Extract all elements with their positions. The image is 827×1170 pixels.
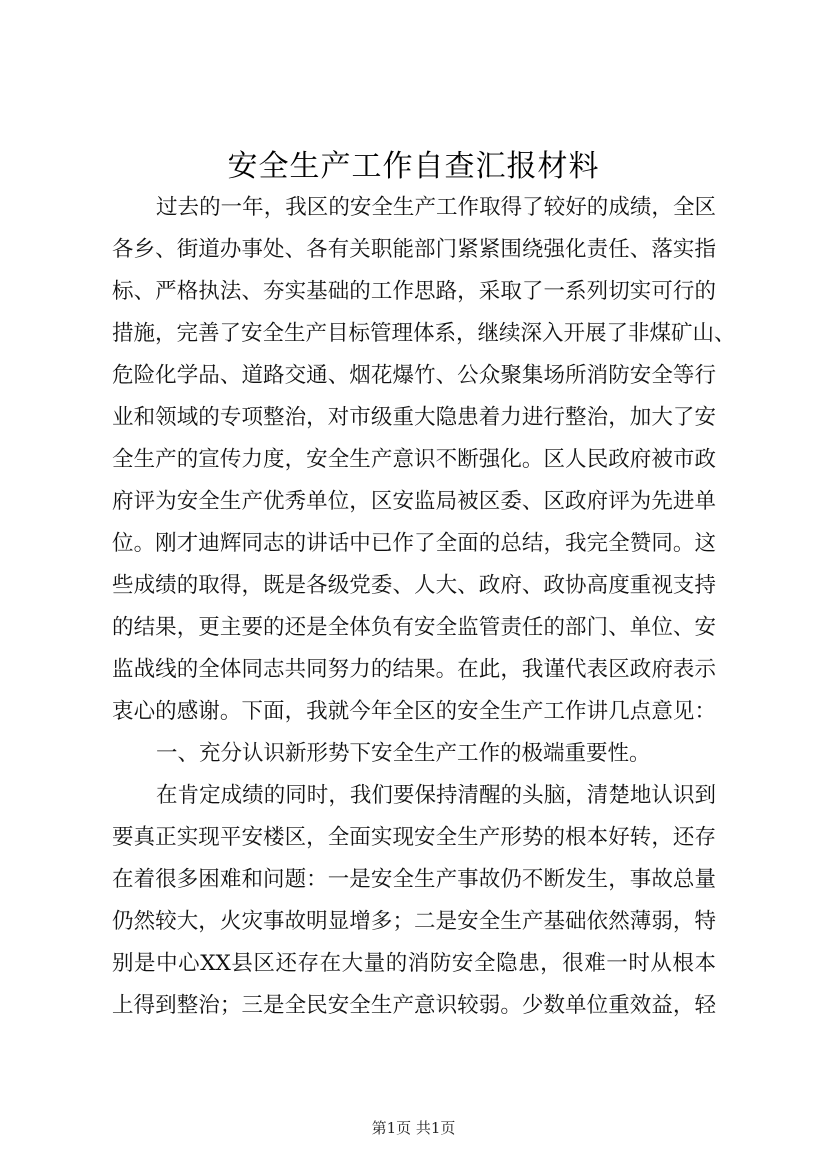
paragraph-line: 府评为安全生产优秀单位，区安监局被区委、区政府评为先进单 xyxy=(112,489,716,514)
paragraph-line: 别是中心XX县区还存在大量的消防安全隐患，很难一时从根本 xyxy=(112,951,716,976)
section-heading: 一、充分认识新形势下安全生产工作的极端重要性。 xyxy=(156,741,651,766)
paragraph-line: 措施，完善了安全生产目标管理体系，继续深入开展了非煤矿山、 xyxy=(112,321,736,346)
paragraph-line: 各乡、街道办事处、各有关职能部门紧紧围绕强化责任、落实指 xyxy=(112,237,716,262)
paragraph-line: 监战线的全体同志共同努力的结果。在此，我谨代表区政府表示 xyxy=(112,657,716,682)
paragraph-line: 仍然较大，火灾事故明显增多；二是安全生产基础依然薄弱，特 xyxy=(112,909,716,934)
paragraph-line: 位。刚才迪辉同志的讲话中已作了全面的总结，我完全赞同。这 xyxy=(112,531,716,556)
paragraph-line: 全生产的宣传力度，安全生产意识不断强化。区人民政府被市政 xyxy=(112,447,716,472)
paragraph-line: 业和领域的专项整治，对市级重大隐患着力进行整治，加大了安 xyxy=(112,405,716,430)
paragraph-line: 要真正实现平安楼区，全面实现安全生产形势的根本好转，还存 xyxy=(112,825,716,850)
document-title: 安全生产工作自查汇报材料 xyxy=(227,149,600,184)
page-number-footer: 第1页 共1页 xyxy=(371,1119,456,1137)
paragraph-line: 上得到整治；三是全民安全生产意识较弱。少数单位重效益，轻 xyxy=(112,993,716,1018)
paragraph-line: 标、严格执法、夯实基础的工作思路，采取了一系列切实可行的 xyxy=(112,279,716,304)
paragraph-line: 在肯定成绩的同时，我们要保持清醒的头脑，清楚地认识到 xyxy=(156,783,716,808)
paragraph-line: 危险化学品、道路交通、烟花爆竹、公众聚集场所消防安全等行 xyxy=(112,363,716,388)
paragraph-line: 些成绩的取得，既是各级党委、人大、政府、政协高度重视支持 xyxy=(112,573,716,598)
paragraph-line: 衷心的感谢。下面，我就今年全区的安全生产工作讲几点意见： xyxy=(112,699,716,724)
paragraph-line: 过去的一年，我区的安全生产工作取得了较好的成绩，全区 xyxy=(156,195,716,220)
paragraph-line: 在着很多困难和问题：一是安全生产事故仍不断发生，事故总量 xyxy=(112,867,716,892)
paragraph-line: 的结果，更主要的还是全体负有安全监管责任的部门、单位、安 xyxy=(112,615,716,640)
